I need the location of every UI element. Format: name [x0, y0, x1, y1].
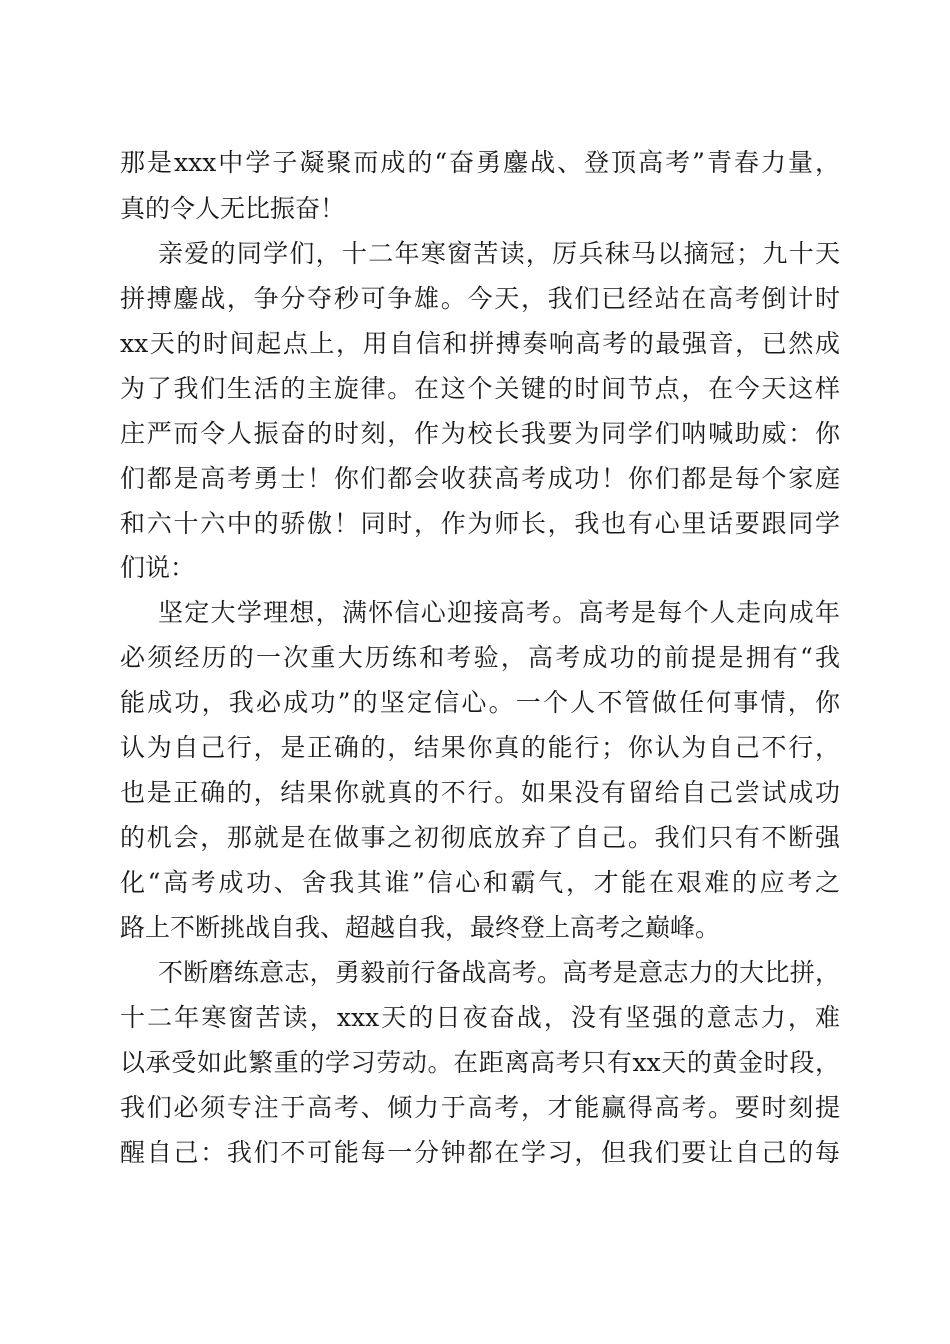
text-line: 醒自己：我们不可能每一分钟都在学习，但我们要让自己的每: [120, 1138, 840, 1167]
text-line: 那是xxx中学子凝聚而成的“奋勇鏖战、登顶高考”青春力量，: [120, 148, 840, 177]
text-line: 十二年寒窗苦读，xxx天的日夜奋战，没有坚强的意志力，难: [120, 1003, 840, 1032]
text-line: xx天的时间起点上，用自信和拼搏奏响高考的最强音，已然成: [120, 329, 840, 358]
text-line: 也是正确的，结果你就真的不行。如果没有留给自己尝试成功: [120, 778, 840, 807]
paragraph-first-line: 不断磨练意志，勇毅前行备战高考。高考是意志力的大比拼，: [158, 958, 840, 987]
text-line: 的机会，那就是在做事之初彻底放弃了自己。我们只有不断强: [120, 823, 840, 852]
text-line: 必须经历的一次重大历练和考验，高考成功的前提是拥有“我: [120, 643, 840, 672]
text-line: 我们必须专注于高考、倾力于高考，才能赢得高考。要时刻提: [120, 1093, 840, 1122]
text-line: 们都是高考勇士！你们都会收获高考成功！你们都是每个家庭: [120, 464, 840, 493]
paragraph-first-line: 坚定大学理想，满怀信心迎接高考。高考是每个人走向成年: [158, 598, 840, 627]
paragraph-first-line: 亲爱的同学们，十二年寒窗苦读，厉兵秣马以摘冠；九十天: [158, 239, 840, 268]
text-line: 路上不断挑战自我、超越自我，最终登上高考之巅峰。: [120, 913, 721, 942]
text-line: 为了我们生活的主旋律。在这个关键的时间节点，在今天这样: [120, 374, 840, 403]
text-line: 真的令人无比振奋！: [120, 194, 346, 223]
text-line: 化“高考成功、舍我其谁”信心和霸气，才能在艰难的应考之: [120, 868, 840, 897]
text-line: 和六十六中的骄傲！同时，作为师长，我也有心里话要跟同学: [120, 509, 840, 538]
text-line: 能成功，我必成功”的坚定信心。一个人不管做任何事情，你: [120, 688, 840, 717]
text-line: 们说：: [120, 553, 196, 582]
text-line: 以承受如此繁重的学习劳动。在距离高考只有xx天的黄金时段，: [120, 1048, 840, 1077]
text-line: 庄严而令人振奋的时刻，作为校长我要为同学们呐喊助威：你: [120, 419, 840, 448]
text-line: 认为自己行，是正确的，结果你真的能行；你认为自己不行，: [120, 733, 840, 762]
text-line: 拼搏鏖战，争分夺秒可争雄。今天，我们已经站在高考倒计时: [120, 284, 840, 313]
